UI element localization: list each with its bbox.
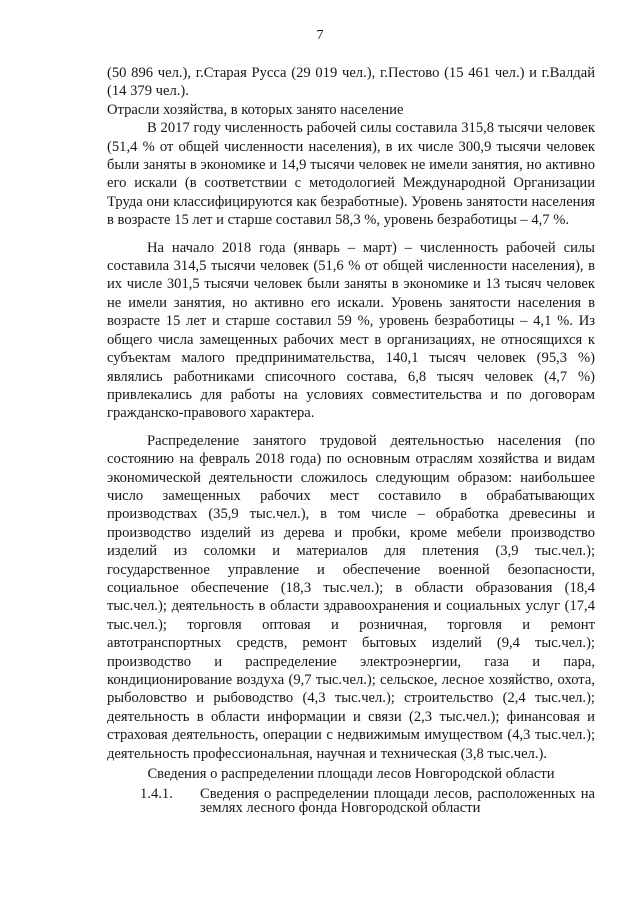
subsection-title — [200, 787, 595, 815]
population-line-end: (14 379 чел.). — [107, 83, 189, 100]
subsection-heading — [140, 787, 595, 815]
forest-heading: Сведения о распределении площади лесов Новгородской области — [147, 766, 555, 783]
paragraph-2018: На начало 2018 года (январь – март) – численность рабочей силы составила 314,5 тысячи человек (51,6 % от общей численности населения), в их числе 301,5 тысячи человек были заняты в экономике и 13 тысяч человек не имели занятия, но активно его искали. Уровень занятости населения в возрасте 15 лет и старше составил 59 %, уровень безработицы – 4,1 %. Из общего числа замещенных рабочих мест в организациях, не относящихся к субъектам малого предпринимательства, 140,1 тысяч человек (95,3 %) являлись работниками списочного состава, 6,8 тысяч человек (4,7 %) привлекались для работы на условиях совместительства и по договорам гражданско-правового характера. — [107, 239, 595, 422]
subsection-title-line2: землях лесного фонда Новгородской области — [200, 800, 481, 817]
subsection-number: 1.4.1. — [140, 786, 173, 803]
document-body — [107, 64, 595, 815]
subsection-title-line1: Сведения о распределении площади лесов, расположенных на — [200, 786, 595, 803]
page-number: 7 — [316, 28, 324, 43]
section-heading: Отрасли хозяйства, в которых занято население — [107, 101, 404, 118]
paragraph-2017: В 2017 году численность рабочей силы составила 315,8 тысячи человек (51,4 % от общей численности населения), в их числе 300,9 тысячи человек были заняты в экономике и 14,9 тысячи человек не имели занятия, но активно его искали (в соответствии с методологией Международной Организации Труда они классифицируются как безработные). Уровень занятости населения в возрасте 15 лет и старше составил 58,3 %, уровень безработицы – 4,7 %. — [107, 120, 595, 229]
population-line: (50 896 чел.), г.Старая Русса (29 019 чел.), г.Пестово (15 461 чел.) и г.Валдай — [107, 65, 595, 81]
paragraph-distribution: Распределение занятого трудовой деятельностью населения (по состоянию на февраль 2018 года) по основным отраслям хозяйства и видам экономической деятельности сложилось следующим образом: наибольшее число замещенных рабочих мест составило в обрабатывающих производствах (35,9 тыс.чел.), в том числе – обработка древесины и производство изделий из дерева и пробки, кроме мебели производство изделий из соломки и материалов для плетения (3,9 тыс.чел.); государственное управление и обеспечение военной безопасности, социальное обеспечение (18,3 тыс.чел.); в области образования (18,4 тыс.чел.); деятельность в области здравоохранения и социальных услуг (17,4 тыс.чел.); торговля оптовая и розничная, торговля и ремонт автотранспортных средств, ремонт бытовых изделий (9,4 тыс.чел.); производство и распределение электроэнергии, газа и пара, кондиционирование воздуха (9,7 тыс.чел.); сельское, лесное хозяйство, охота, рыболовство и рыбоводство (4,3 тыс.чел.); строительство (2,4 тыс.чел.); деятельность в области информации и связи (2,3 тыс.чел.); финансовая и страховая деятельность, операции с недвижимым имуществом (4,3 тыс.чел.); деятельность профессиональная, научная и техническая (3,8 тыс.чел.). — [107, 432, 595, 762]
